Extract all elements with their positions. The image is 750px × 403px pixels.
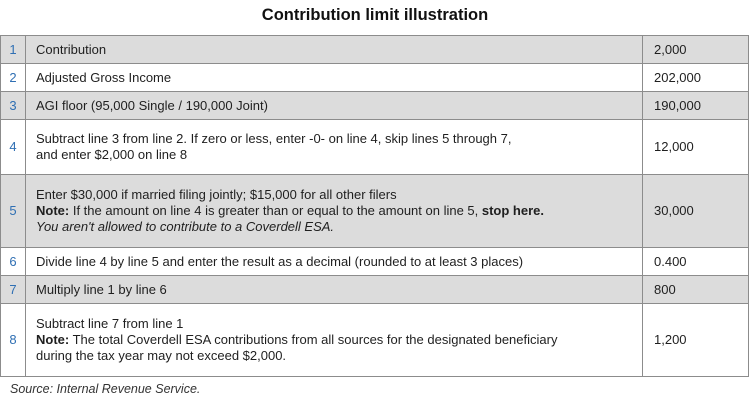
source-note: Source: Internal Revenue Service. <box>10 382 201 396</box>
note-label: Note: <box>36 203 70 218</box>
row-value: 800 <box>643 276 749 304</box>
row-value: 0.400 <box>643 248 749 276</box>
row-value: 190,000 <box>643 92 749 120</box>
row-value: 202,000 <box>643 64 749 92</box>
row-value: 1,200 <box>643 304 749 377</box>
row-description: AGI floor (95,000 Single / 190,000 Joint) <box>26 92 643 120</box>
row-description <box>26 175 643 248</box>
row-number: 5 <box>1 175 26 248</box>
table-row <box>1 175 749 248</box>
row-number: 7 <box>1 276 26 304</box>
table-row <box>1 304 749 377</box>
row-description: Divide line 4 by line 5 and enter the result as a decimal (rounded to at least 3 places) <box>26 248 643 276</box>
row-description: Adjusted Gross Income <box>26 64 643 92</box>
row-value: 2,000 <box>643 36 749 64</box>
row-number: 4 <box>1 120 26 175</box>
table-row <box>1 248 749 276</box>
row-description: Multiply line 1 by line 6 <box>26 276 643 304</box>
row-number: 8 <box>1 304 26 377</box>
row-description: Contribution <box>26 36 643 64</box>
row-number: 3 <box>1 92 26 120</box>
row-description <box>26 304 643 377</box>
description-line: and enter $2,000 on line 8 <box>36 147 188 162</box>
row-value: 12,000 <box>643 120 749 175</box>
note-line: during the tax year may not exceed $2,000. <box>36 348 287 363</box>
note-text: The total Coverdell ESA contributions from all sources for the designated beneficiary <box>69 332 558 347</box>
row-description <box>26 120 643 175</box>
contribution-limit-table <box>0 35 749 377</box>
table-row <box>1 276 749 304</box>
note-label: Note: <box>36 332 70 347</box>
stop-here-text: stop here. <box>481 203 544 218</box>
row-value: 30,000 <box>643 175 749 248</box>
note-line <box>36 203 632 219</box>
description-line: Subtract line 3 from line 2. If zero or less, enter -0- on line 4, skip lines 5 through 7, <box>36 131 512 146</box>
table-title: Contribution limit illustration <box>261 6 489 24</box>
row-number: 6 <box>1 248 26 276</box>
description-line: Enter $30,000 if married filing jointly; $15,000 for all other filers <box>36 187 397 202</box>
row-number: 1 <box>1 36 26 64</box>
description-line: Subtract line 7 from line 1 <box>36 316 184 331</box>
note-text: If the amount on line 4 is greater than or equal to the amount on line 5, <box>69 203 482 218</box>
table-row <box>1 120 749 175</box>
table-row <box>1 92 749 120</box>
table-row <box>1 36 749 64</box>
note-italic-line: You aren't allowed to contribute to a Coverdell ESA. <box>36 219 335 234</box>
note-line <box>36 332 632 348</box>
table-row <box>1 64 749 92</box>
row-number: 2 <box>1 64 26 92</box>
